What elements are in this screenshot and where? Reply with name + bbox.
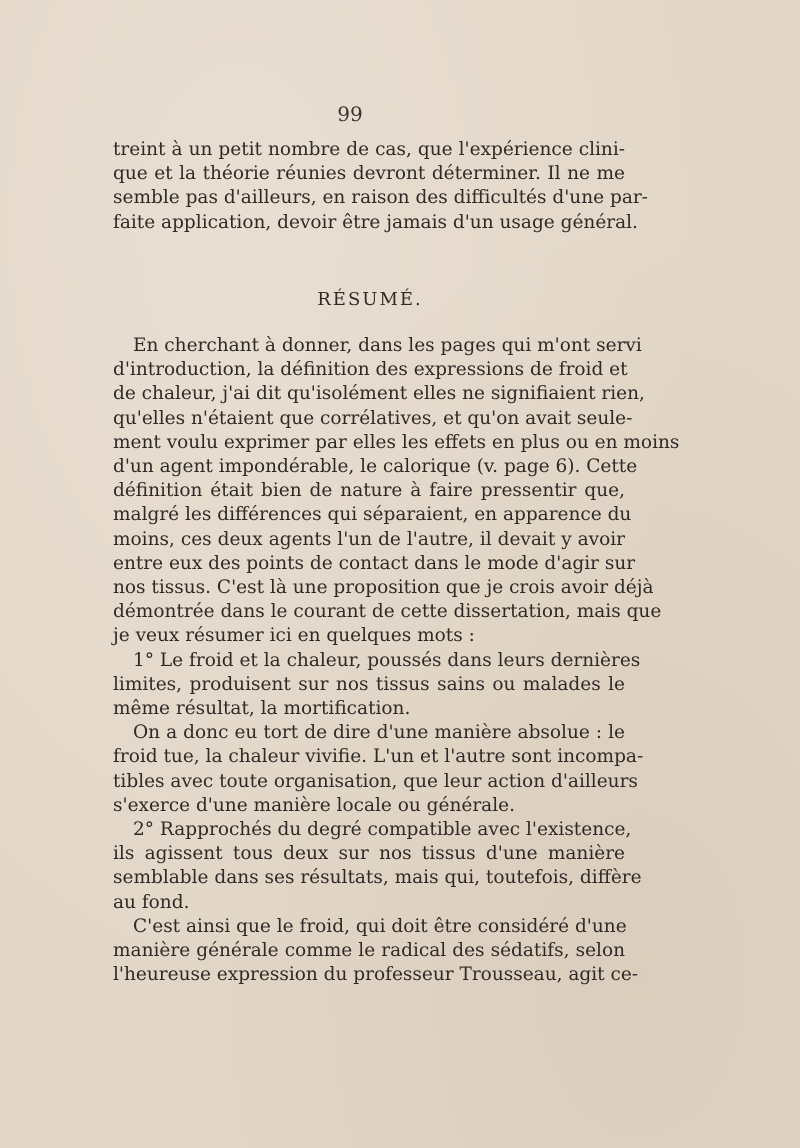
text-line: démontrée dans le courant de cette dissertation, mais que [113, 601, 662, 623]
text-line: d'un agent impondérable, le calorique (v. page 6). Cette [113, 456, 638, 478]
text-line: moins, ces deux agents l'un de l'autre, il devait y avoir [113, 528, 625, 550]
text-line: semble pas d'ailleurs, en raison des difficultés d'une par- [113, 187, 648, 209]
text-line: manière générale comme le radical des sédatifs, selon [113, 940, 625, 962]
text-line: C'est ainsi que le froid, qui doit être considéré d'une [133, 915, 627, 937]
text-line: faite application, devoir être jamais d'un usage général. [113, 211, 638, 233]
text-line: ils agissent tous deux sur nos tissus d'une manière [113, 843, 625, 865]
text-line: ment voulu exprimer par elles les effets en plus ou en moins [113, 431, 680, 453]
text-line: qu'elles n'étaient que corrélatives, et qu'on avait seule- [113, 407, 633, 429]
text-line: au fond. [113, 891, 190, 913]
text-line: s'exerce d'une manière locale ou générale. [113, 794, 515, 816]
text-line: 1° Le froid et la chaleur, poussés dans leurs dernières [133, 649, 641, 671]
text-line: limites, produisent sur nos tissus sains ou malades le [113, 673, 625, 695]
text-line: froid tue, la chaleur vivifie. L'un et l'autre sont incompa- [113, 746, 644, 768]
text-line: En cherchant à donner, dans les pages qui m'ont servi [133, 335, 642, 356]
text-line: d'introduction, la définition des expressions de froid et [113, 359, 628, 381]
text-line: je veux résumer ici en quelques mots : [113, 625, 475, 647]
text-line: malgré les différences qui séparaient, en apparence du [113, 504, 632, 526]
text-line: nos tissus. C'est là une proposition que je crois avoir déjà [113, 577, 654, 599]
text-line: l'heureuse expression du professeur Trousseau, agit ce- [113, 964, 639, 986]
text-line: entre eux des points de contact dans le mode d'agir sur [113, 552, 636, 574]
text-line: 2° Rapprochés du degré compatible avec l'existence, [133, 819, 632, 841]
page-number: 99 [337, 102, 363, 126]
text-line: que et la théorie réunies devront déterminer. Il ne me [113, 163, 625, 185]
text-line: même résultat, la mortification. [113, 698, 411, 720]
text-line: de chaleur, j'ai dit qu'isolément elles ne signifiaient rien, [113, 383, 645, 405]
text-line: définition était bien de nature à faire pressentir que, [113, 480, 625, 502]
text-line: treint à un petit nombre de cas, que l'expérience clini- [113, 139, 625, 160]
text-line: On a donc eu tort de dire d'une manière absolue : le [133, 722, 625, 744]
text-line: tibles avec toute organisation, que leur action d'ailleurs [113, 770, 638, 792]
summary-body [113, 334, 680, 987]
top-paragraph [113, 138, 648, 235]
section-heading: RÉSUMÉ. [317, 289, 423, 310]
text-line: semblable dans ses résultats, mais qui, toutefois, diffère [113, 867, 642, 889]
